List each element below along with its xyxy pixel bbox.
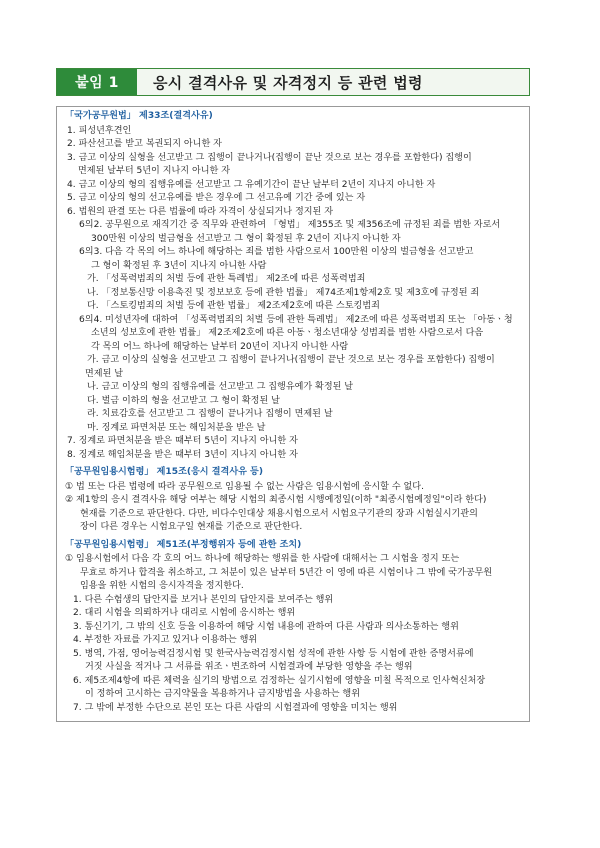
law-text-line: 그 형이 확정된 후 3년이 지나지 아니한 사람 [91, 260, 267, 271]
law-text-line: 장이 다른 경우는 시험요구일 현재를 기준으로 판단한다. [80, 522, 303, 532]
law-text-line: 2. 파산선고를 받고 복권되지 아니한 자 [67, 139, 222, 149]
law-text-line: 나. 금고 이상의 형의 집행유예를 선고받고 그 집행유예가 확정된 날 [87, 382, 354, 392]
law-text-line: 면제된 날 [85, 368, 124, 379]
law-text-line: 8. 징계로 해임처분을 받은 때부터 3년이 지나지 아니한 자 [67, 449, 298, 460]
law-text-line: 4. 부정한 자료를 가지고 있거나 이용하는 행위 [73, 635, 258, 645]
law-text-line: 6. 법원의 판결 또는 다른 법률에 따라 자격이 상실되거나 정지된 자 [67, 206, 333, 217]
section-title: 「공무원임용시험령」 제51조(부정행위자 등에 관한 조치) [65, 539, 302, 550]
law-text-line: 가. 「성폭력범죄의 처벌 등에 관한 특례법」 제2조에 따른 성폭력범죄 [87, 274, 366, 284]
section-title: 「국가공무원법」 제33조(결격사유) [65, 111, 213, 121]
law-text-line: 다. 벌금 이하의 형을 선고받고 그 형이 확정된 날 [87, 395, 280, 406]
law-text-line: 각 목의 어느 하나에 해당하는 날부터 20년이 지나지 아니한 사람 [91, 341, 349, 352]
law-text-line: 2. 대리 시험을 의뢰하거나 대리로 시험에 응시하는 행위 [73, 608, 296, 618]
law-text-line: 5. 금고 이상의 형의 선고유예를 받은 경우에 그 선고유예 기간 중에 있는 자 [67, 193, 366, 203]
law-text-line: 6의3. 다음 각 목의 어느 하나에 해당하는 죄를 범한 사람으로서 100만원 이상의 벌금형을 선고받고 [79, 247, 474, 257]
section-lines [65, 481, 521, 535]
law-text-line: 5. 병역, 가점, 영어능력검정시험 및 한국사능력검정시험 성적에 관한 사항 등 시험에 관한 증명서류에 [73, 648, 474, 659]
law-text-line: ② 제1항의 응시 결격사유 해당 여부는 해당 시험의 최종시험 시행예정일(이하 "최종시험예정일"이라 한다) [65, 495, 487, 505]
law-text-line: 7. 그 밖에 부정한 수단으로 본인 또는 다른 사람의 시험결과에 영향을 미치는 행위 [73, 702, 398, 713]
law-text-line: 1. 다른 수험생의 답안지를 보거나 본인의 답안지를 보여주는 행위 [73, 594, 334, 605]
section-title: 「공무원임용시험령」 제15조(응시 결격사유 등) [65, 467, 263, 477]
law-text-line: 6의2. 공무원으로 재직기간 중 직무와 관련하여 「형법」 제355조 및 제356조에 규정된 죄를 범한 자로서 [79, 220, 501, 230]
section-lines [65, 125, 521, 463]
attachment-badge: 붙임 1 [57, 69, 137, 95]
section-lines [65, 553, 521, 715]
law-text-line: 이 정하여 고시하는 금지약물을 복용하거나 금지방법을 사용하는 행위 [85, 689, 360, 699]
law-text-line: 마. 징계로 파면처분 또는 해임처분을 받은 날 [87, 422, 266, 433]
law-text-line: 라. 치료감호를 선고받고 그 집행이 끝나거나 집행이 면제된 날 [87, 409, 333, 419]
law-text-line: 임용을 위한 시험의 응시자격을 정지한다. [80, 581, 244, 591]
law-text-line: 거짓 사실을 적거나 그 서류를 위조ㆍ변조하여 시험결과에 부당한 영향을 주는 행위 [85, 662, 413, 672]
law-text-line: 나. 「정보통신망 이용촉진 및 정보보호 등에 관한 법률」 제74조제1항제2호 및 제3호에 규정된 죄 [87, 287, 480, 298]
law-text-line: 가. 금고 이상의 실형을 선고받고 그 집행이 끝나거나(집행이 끝난 것으로 보는 경우를 포함한다) 집행이 [87, 355, 495, 365]
attachment-title: 응시 결격사유 및 자격정지 등 관련 법령 [137, 69, 529, 95]
law-text-line: 300만원 이상의 벌금형을 선고받고 그 형이 확정된 후 2년이 지나지 아니한 자 [91, 233, 401, 244]
law-text-line: 소년의 성보호에 관한 법률」 제2조제2호에 따른 아동ㆍ청소년대상 성범죄를 범한 사람으로서 다음 [91, 328, 484, 338]
law-text-line: 3. 금고 이상의 실형을 선고받고 그 집행이 끝나거나(집행이 끝난 것으로 보는 경우를 포함한다) 집행이 [67, 152, 472, 163]
law-text-line: 현재를 기준으로 판단한다. 다만, 비다수인대상 채용시험으로서 시험요구기관의 장과 시험실시기관의 [80, 508, 478, 519]
law-text-line: 다. 「스토킹범죄의 처벌 등에 관한 법률」 제2조제2호에 따른 스토킹범죄 [87, 301, 380, 311]
law-text-line: 6의4. 미성년자에 대하여 「성폭력범죄의 처벌 등에 관한 특례법」 제2조에 따른 성폭력범죄 또는 「아동ㆍ청 [79, 314, 513, 325]
attachment-header [56, 68, 530, 96]
law-text-line: ① 임용시험에서 다음 각 호의 어느 하나에 해당하는 행위를 한 사람에 대해서는 그 시험을 정지 또는 [65, 554, 460, 564]
law-text-line: 3. 통신기기, 그 밖의 신호 등을 이용하여 해당 시험 내용에 관하여 다른 사람과 의사소통하는 행위 [73, 621, 459, 632]
law-text-line: 7. 징계로 파면처분을 받은 때부터 5년이 지나지 아니한 자 [67, 436, 298, 446]
law-text-line: 무효로 하거나 합격을 취소하고, 그 처분이 있은 날부터 5년간 이 영에 따른 시험이나 그 밖에 국가공무원 [80, 567, 493, 578]
law-text-line: 면제된 날부터 5년이 지나지 아니한 자 [78, 166, 231, 176]
law-text-line: 6. 제5조제4항에 따른 체력을 실기의 방법으로 검정하는 실기시험에 영향을 미칠 목적으로 인사혁신처장 [73, 675, 486, 686]
law-text-line: 4. 금고 이상의 형의 집행유예를 선고받고 그 유예기간이 끝난 날부터 2년이 지나지 아니한 자 [67, 179, 436, 190]
law-content-box [56, 106, 530, 722]
law-text-line: 1. 피성년후견인 [67, 125, 132, 136]
law-text-line: ① 법 또는 다른 법령에 따라 공무원으로 임용될 수 없는 사람은 임용시험에 응시할 수 없다. [65, 481, 424, 492]
